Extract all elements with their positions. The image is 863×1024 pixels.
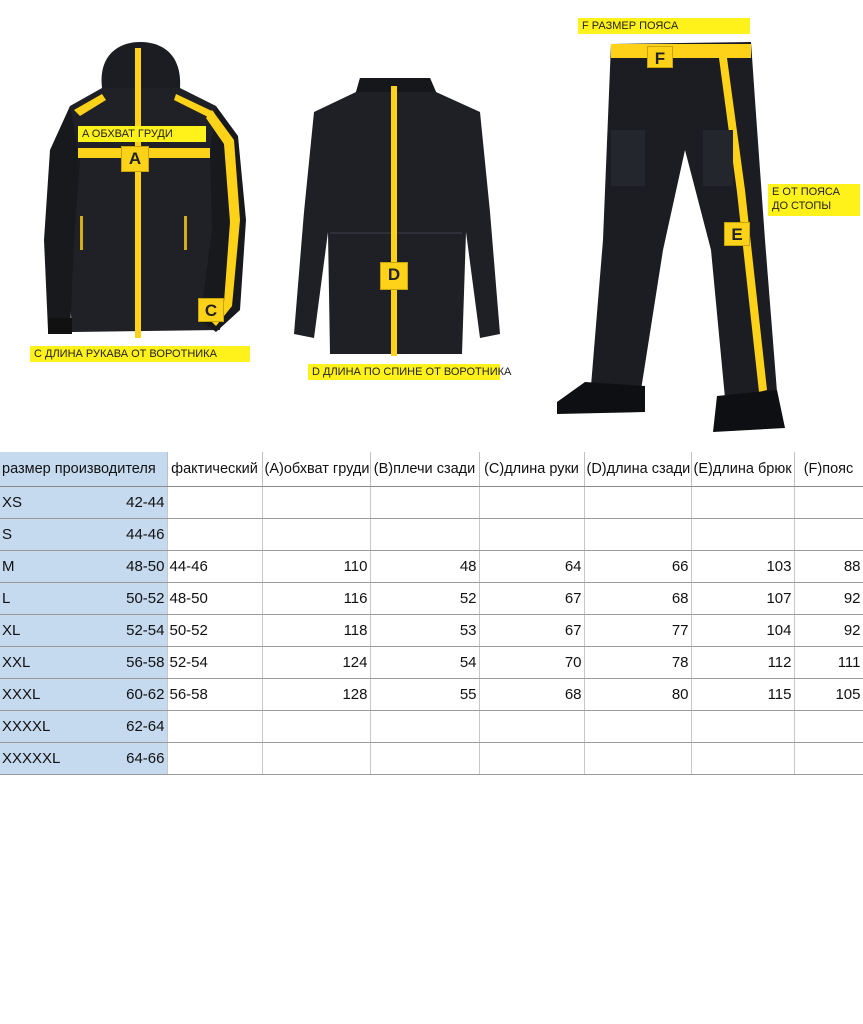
measurement-illustration xyxy=(0,0,863,445)
cell-back-length: 78 xyxy=(584,646,691,678)
table-row xyxy=(0,518,863,550)
cell-actual-size xyxy=(167,710,262,742)
cell-actual-size: 52-54 xyxy=(167,646,262,678)
header-chest: (A)обхват груди xyxy=(262,452,370,486)
size-range: 62-64 xyxy=(126,717,165,735)
header-waist: (F)пояс xyxy=(794,452,863,486)
cell-chest xyxy=(262,742,370,774)
cell-actual-size: 44-46 xyxy=(167,550,262,582)
marker-e: E xyxy=(724,222,750,246)
cell-waist: 105 xyxy=(794,678,863,710)
size-chart-table xyxy=(0,452,863,775)
cell-sleeve xyxy=(479,742,584,774)
header-shoulders: (B)плечи сзади xyxy=(370,452,479,486)
marker-f: F xyxy=(647,46,673,68)
cell-pants-length xyxy=(691,518,794,550)
cell-pants-length: 103 xyxy=(691,550,794,582)
cell-shoulders: 55 xyxy=(370,678,479,710)
cell-sleeve xyxy=(479,518,584,550)
sleeve-label: C ДЛИНА РУКАВА ОТ ВОРОТНИКА xyxy=(30,346,250,362)
cell-waist: 111 xyxy=(794,646,863,678)
jacket-back-illustration xyxy=(290,72,505,362)
table-header-row xyxy=(0,452,863,486)
size-code: XXXXXL xyxy=(2,749,61,767)
size-code: XXXXL xyxy=(2,717,51,735)
cell-chest xyxy=(262,518,370,550)
marker-c: C xyxy=(198,298,224,322)
size-code: XXXL xyxy=(2,685,41,703)
cell-sleeve: 67 xyxy=(479,582,584,614)
cell-shoulders: 52 xyxy=(370,582,479,614)
table-row xyxy=(0,614,863,646)
header-pants-length: (E)длина брюк xyxy=(691,452,794,486)
size-code: L xyxy=(2,589,11,607)
cell-back-length xyxy=(584,742,691,774)
size-code: XXL xyxy=(2,653,31,671)
size-range: 42-44 xyxy=(126,493,165,511)
cell-shoulders xyxy=(370,742,479,774)
cell-waist xyxy=(794,518,863,550)
cell-waist: 92 xyxy=(794,582,863,614)
size-range: 60-62 xyxy=(126,685,165,703)
cell-chest: 110 xyxy=(262,550,370,582)
cell-chest: 118 xyxy=(262,614,370,646)
size-code: XL xyxy=(2,621,21,639)
cell-actual-size xyxy=(167,742,262,774)
chest-label: A ОБХВАТ ГРУДИ xyxy=(78,126,206,142)
cell-manufacturer-size xyxy=(0,550,167,582)
cell-manufacturer-size xyxy=(0,678,167,710)
marker-a: A xyxy=(121,146,149,172)
cell-back-length: 66 xyxy=(584,550,691,582)
cell-pants-length: 112 xyxy=(691,646,794,678)
cell-shoulders: 48 xyxy=(370,550,479,582)
size-range: 50-52 xyxy=(126,589,165,607)
cell-manufacturer-size xyxy=(0,710,167,742)
cell-chest: 128 xyxy=(262,678,370,710)
size-code: XS xyxy=(2,493,23,511)
cell-pants-length xyxy=(691,742,794,774)
cell-pants-length xyxy=(691,486,794,518)
size-range: 64-66 xyxy=(126,749,165,767)
cell-waist: 88 xyxy=(794,550,863,582)
cell-manufacturer-size xyxy=(0,486,167,518)
size-range: 56-58 xyxy=(126,653,165,671)
size-range: 48-50 xyxy=(126,557,165,575)
table-row xyxy=(0,742,863,774)
size-code: M xyxy=(2,557,15,575)
cell-pants-length: 115 xyxy=(691,678,794,710)
cell-manufacturer-size xyxy=(0,582,167,614)
cell-back-length xyxy=(584,486,691,518)
cell-shoulders xyxy=(370,518,479,550)
cell-actual-size xyxy=(167,518,262,550)
cell-back-length xyxy=(584,518,691,550)
header-manufacturer-size: размер производителя xyxy=(0,452,167,486)
cell-waist xyxy=(794,742,863,774)
cell-back-length: 77 xyxy=(584,614,691,646)
cell-back-length: 68 xyxy=(584,582,691,614)
cell-waist xyxy=(794,486,863,518)
cell-shoulders xyxy=(370,710,479,742)
header-sleeve: (C)длина руки xyxy=(479,452,584,486)
cell-pants-length xyxy=(691,710,794,742)
cell-back-length: 80 xyxy=(584,678,691,710)
header-actual-size: фактический xyxy=(167,452,262,486)
cell-manufacturer-size xyxy=(0,518,167,550)
table-row xyxy=(0,710,863,742)
cell-actual-size: 48-50 xyxy=(167,582,262,614)
cell-sleeve: 67 xyxy=(479,614,584,646)
cell-chest: 116 xyxy=(262,582,370,614)
cell-sleeve: 64 xyxy=(479,550,584,582)
table-row xyxy=(0,550,863,582)
cell-sleeve xyxy=(479,710,584,742)
cell-manufacturer-size xyxy=(0,614,167,646)
table-row xyxy=(0,678,863,710)
size-range: 52-54 xyxy=(126,621,165,639)
table-row xyxy=(0,646,863,678)
header-back-length: (D)длина сзади xyxy=(584,452,691,486)
cell-sleeve xyxy=(479,486,584,518)
cell-actual-size: 50-52 xyxy=(167,614,262,646)
table-row xyxy=(0,582,863,614)
cell-waist: 92 xyxy=(794,614,863,646)
cell-shoulders: 53 xyxy=(370,614,479,646)
cell-actual-size xyxy=(167,486,262,518)
table-row xyxy=(0,486,863,518)
cell-chest: 124 xyxy=(262,646,370,678)
cell-chest xyxy=(262,486,370,518)
cell-manufacturer-size xyxy=(0,742,167,774)
cell-pants-length: 104 xyxy=(691,614,794,646)
cell-shoulders xyxy=(370,486,479,518)
back-label: D ДЛИНА ПО СПИНЕ ОТ ВОРОТНИКА xyxy=(308,364,500,380)
cell-sleeve: 68 xyxy=(479,678,584,710)
marker-d: D xyxy=(380,262,408,290)
cell-sleeve: 70 xyxy=(479,646,584,678)
size-range: 44-46 xyxy=(126,525,165,543)
cell-actual-size: 56-58 xyxy=(167,678,262,710)
cell-manufacturer-size xyxy=(0,646,167,678)
cell-shoulders: 54 xyxy=(370,646,479,678)
pants-illustration xyxy=(555,40,785,440)
waist-label: F РАЗМЕР ПОЯСА xyxy=(578,18,750,34)
cell-chest xyxy=(262,710,370,742)
cell-pants-length: 107 xyxy=(691,582,794,614)
size-code: S xyxy=(2,525,13,543)
leg-label: Е ОТ ПОЯСА ДО СТОПЫ xyxy=(768,184,860,216)
cell-back-length xyxy=(584,710,691,742)
cell-waist xyxy=(794,710,863,742)
